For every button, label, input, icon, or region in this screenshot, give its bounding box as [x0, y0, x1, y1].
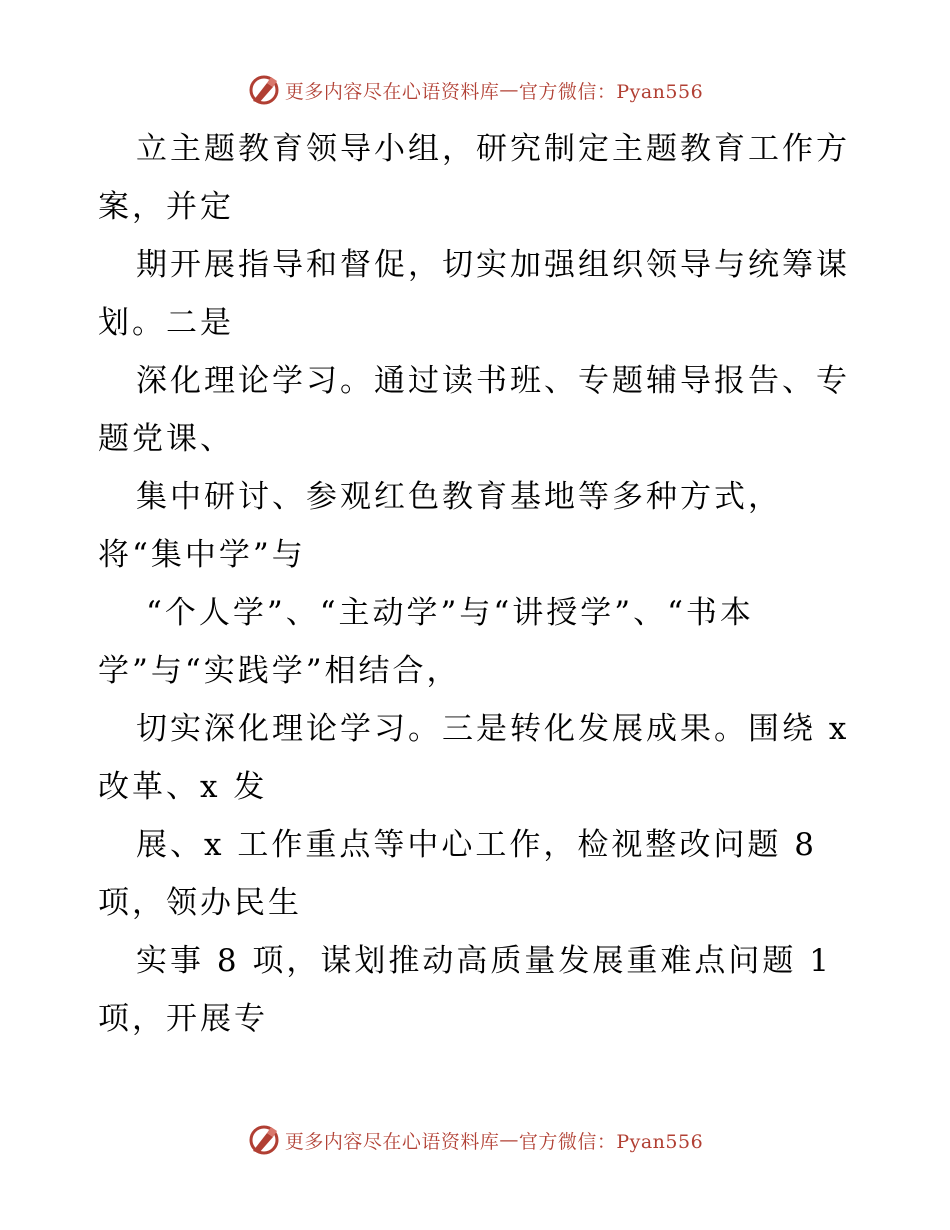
pen-nib-logo-icon [247, 1123, 281, 1157]
text-line: 集中研讨、参观红色教育基地等多种方式， [136, 479, 782, 515]
text-line: 实事 8 项，谋划推动高质量发展重难点问题 1 [136, 943, 833, 979]
text-line: 题党课、 [98, 421, 234, 457]
banner-wechat: 官方微信：Pyan556 [518, 1130, 704, 1153]
text-line: 深化理论学习。通过读书班、专题辅导报告、专 [136, 363, 850, 399]
banner-wechat: 官方微信：Pyan556 [518, 80, 704, 103]
text-line: 项，领办民生 [98, 885, 302, 921]
banner-text: 更多内容尽在心语资料库 [284, 80, 500, 103]
pen-nib-logo-icon [247, 73, 281, 107]
text-line: 划。二是 [98, 305, 234, 341]
text-line: 展、x 工作重点等中心工作，检视整改问题 8 [136, 827, 817, 863]
banner-dash: — [499, 79, 519, 101]
text-line: 将“集中学”与 [98, 537, 306, 573]
text-line: 切实深化理论学习。三是转化发展成果。围绕 x [136, 711, 850, 747]
text-line: 立主题教育领导小组，研究制定主题教育工作方 [136, 131, 850, 167]
banner-dash: — [499, 1129, 519, 1151]
text-line: 项，开展专 [98, 1001, 268, 1037]
text-line: 期开展指导和督促，切实加强组织领导与统筹谋 [136, 247, 850, 283]
document-body [98, 120, 850, 1048]
header-banner [0, 70, 950, 110]
text-line: 改革、x 发 [98, 769, 268, 805]
banner-text: 更多内容尽在心语资料库 [284, 1130, 500, 1153]
text-line: “个人学”、“主动学”与“讲授学”、“书本 [146, 595, 754, 631]
footer-banner [0, 1120, 950, 1160]
text-line: 案，并定 [98, 189, 234, 225]
text-line: 学”与“实践学”相结合， [98, 653, 461, 689]
